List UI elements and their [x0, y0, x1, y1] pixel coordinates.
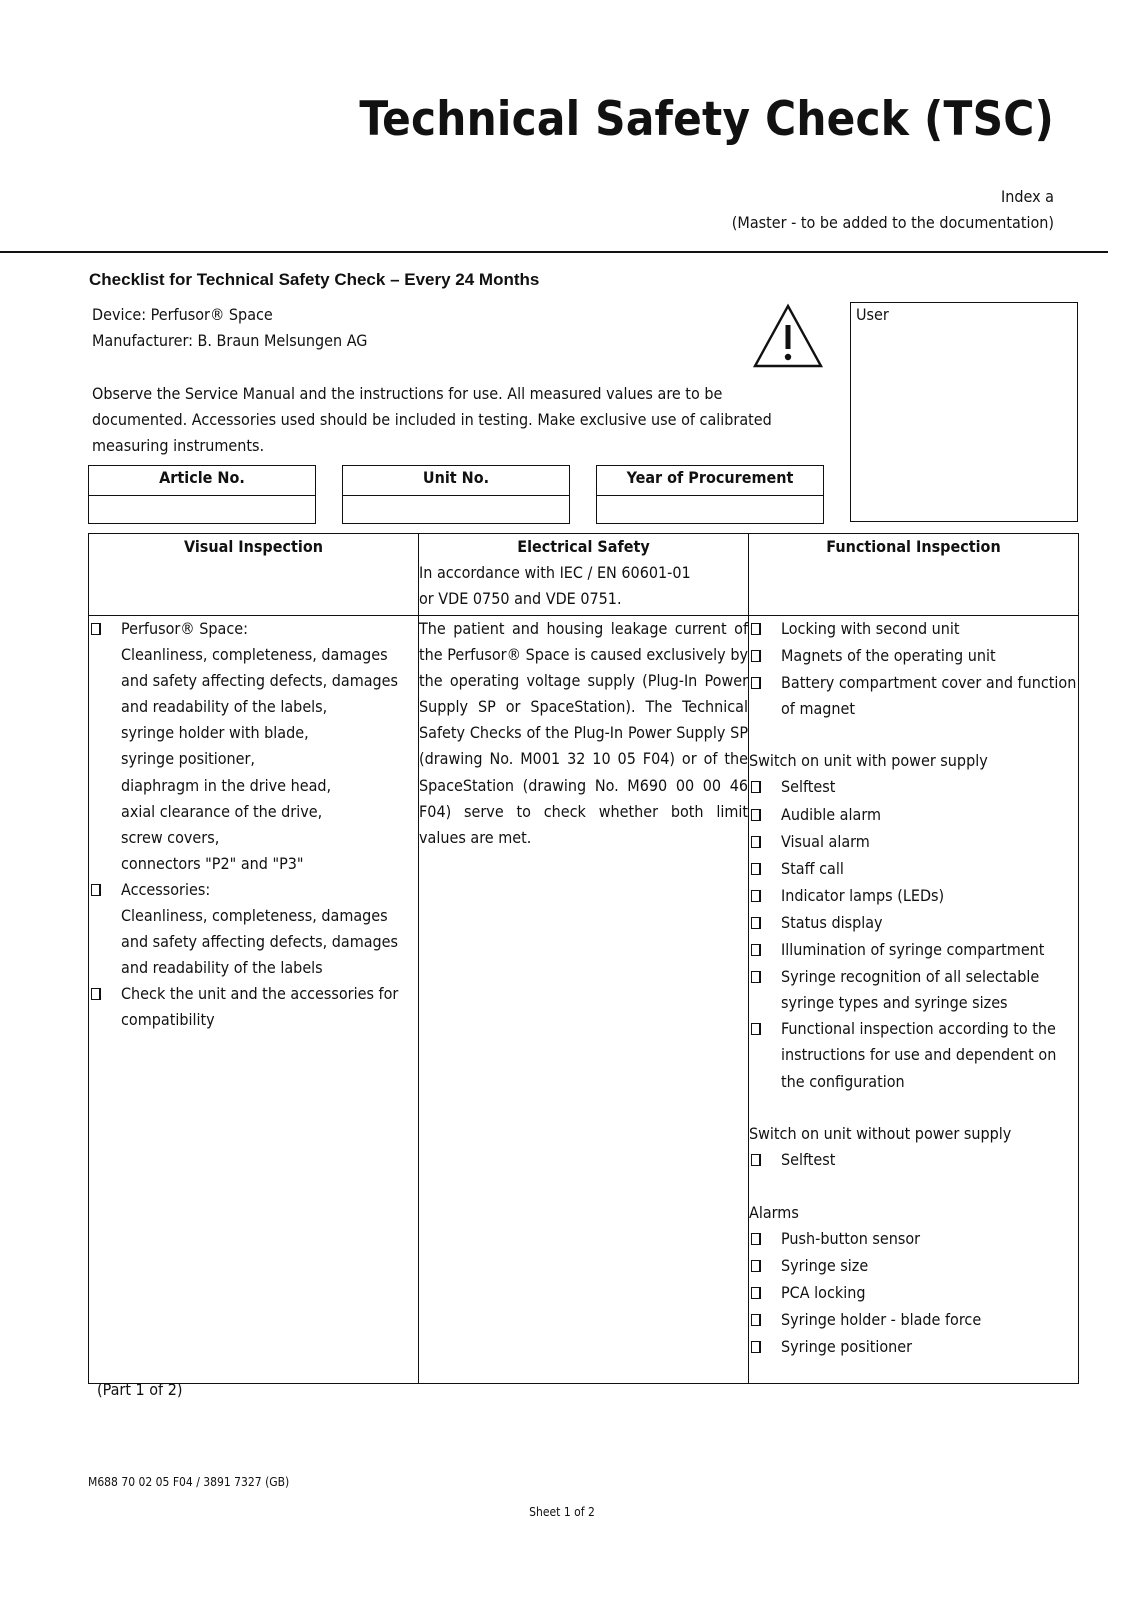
check-item-label: PCA locking — [781, 1283, 866, 1303]
visual-inspection-cell — [89, 616, 419, 1384]
document-code: M688 70 02 05 F04 / 3891 7327 (GB) — [88, 1475, 290, 1489]
instructions-text: Observe the Service Manual and the instructions for use. All measured values are to be documented. Accessories used should be included in testing. Make exclusive use of calibrated measuring instruments. — [92, 384, 772, 455]
checkbox[interactable] — [749, 937, 781, 964]
check-item-label: Syringe holder - blade force — [781, 1310, 982, 1330]
check-item — [749, 937, 1078, 964]
check-item — [89, 877, 418, 981]
header-divider — [0, 251, 1108, 253]
electrical-standard-line-2: or VDE 0750 and VDE 0751. — [419, 589, 622, 609]
check-item-label: Status display — [781, 912, 883, 932]
checkbox[interactable] — [749, 643, 781, 670]
checkbox[interactable] — [749, 1253, 781, 1280]
checkbox[interactable] — [749, 829, 781, 856]
check-item-line: Cleanliness, completeness, damages — [121, 645, 388, 665]
check-item-line: and readability of the labels — [121, 958, 323, 978]
checkbox[interactable] — [749, 802, 781, 829]
check-item — [749, 964, 1078, 1016]
index-note — [732, 184, 1054, 236]
check-item-line: Perfusor® Space: — [121, 619, 248, 638]
year-label: Year of Procurement — [597, 466, 823, 496]
check-item — [749, 1253, 1078, 1280]
user-label: User — [856, 305, 889, 324]
check-item-label: Visual alarm — [781, 831, 870, 851]
electrical-standard-line-1: In accordance with IEC / EN 60601-01 — [419, 563, 691, 583]
check-item — [749, 883, 1078, 910]
check-item-label: Syringe positioner — [781, 1337, 913, 1357]
check-item — [749, 802, 1078, 829]
check-item — [749, 643, 1078, 670]
check-item-label: Illumination of syringe compartment — [781, 940, 1045, 960]
user-field[interactable] — [850, 302, 1078, 522]
check-item-line: Cleanliness, completeness, damages — [121, 906, 388, 926]
check-item — [749, 774, 1078, 801]
section-label: Switch on unit without power supply — [749, 1123, 1012, 1143]
article-no-box — [88, 465, 316, 524]
check-item — [749, 1280, 1078, 1307]
checkbox[interactable] — [749, 883, 781, 910]
functional-header-cell — [749, 534, 1079, 616]
check-item-line: Check the unit and the accessories for — [121, 984, 399, 1004]
check-item-label: Syringe recognition of all selectable syringe types and syringe sizes — [781, 967, 1040, 1013]
checkbox[interactable] — [89, 616, 121, 643]
checklist-table — [88, 533, 1079, 1384]
warning-icon — [752, 303, 824, 369]
check-item-label: Battery compartment cover and function of magnet — [781, 673, 1077, 719]
article-no-label: Article No. — [89, 466, 315, 496]
visual-header-cell — [89, 534, 419, 616]
check-item — [749, 1226, 1078, 1253]
check-item-line: and safety affecting defects, damages — [121, 671, 399, 691]
check-item — [749, 1147, 1078, 1174]
device-line: Device: Perfusor® Space — [92, 305, 273, 324]
year-box — [596, 465, 824, 524]
check-item-line: diaphragm in the drive head, — [121, 775, 332, 795]
unit-no-label: Unit No. — [343, 466, 569, 496]
functional-inspection-cell — [749, 616, 1079, 1384]
check-item-label: Indicator lamps (LEDs) — [781, 885, 945, 905]
check-item-label: Audible alarm — [781, 804, 881, 824]
check-item-line: and readability of the labels, — [121, 697, 328, 717]
check-item-label: Functional inspection according to the instructions for use and dependent on the configuration — [781, 1019, 1057, 1091]
checkbox[interactable] — [89, 877, 121, 904]
checkbox[interactable] — [749, 964, 781, 991]
index-label: Index a — [1001, 187, 1054, 206]
check-item-label: Locking with second unit — [781, 619, 960, 638]
electrical-safety-text: The patient and housing leakage current of the Perfusor® Space is caused exclusively by the operating voltage supply (Plug-In Power Supply SP or SpaceStation). The Technical Safety Checks of the Plug-In Power Supply SP (drawing No. M001 32 10 05 F04) or of the SpaceStation (drawing No. M690 00 00 46 F04) serve to check whether both limit values are met. — [419, 619, 748, 847]
electrical-safety-cell — [419, 616, 749, 1384]
check-item — [89, 616, 418, 877]
check-item-line: syringe positioner, — [121, 749, 255, 769]
check-item — [749, 1334, 1078, 1361]
part-note: (Part 1 of 2) — [97, 1380, 183, 1399]
check-item-line: axial clearance of the drive, — [121, 801, 323, 821]
functional-inspection-header: Functional Inspection — [826, 537, 1001, 556]
electrical-header-cell — [419, 534, 749, 616]
electrical-safety-header: Electrical Safety — [517, 537, 650, 556]
check-item-line: compatibility — [121, 1010, 215, 1030]
check-item-label: Magnets of the operating unit — [781, 646, 996, 666]
check-item — [749, 829, 1078, 856]
unit-no-box — [342, 465, 570, 524]
sheet-number: Sheet 1 of 2 — [529, 1505, 595, 1519]
checkbox[interactable] — [749, 910, 781, 937]
checkbox[interactable] — [749, 670, 781, 697]
check-item-label: Staff call — [781, 858, 844, 878]
check-item — [749, 1016, 1078, 1094]
checkbox[interactable] — [749, 1334, 781, 1361]
checkbox[interactable] — [749, 1280, 781, 1307]
checkbox[interactable] — [749, 1147, 781, 1174]
checkbox[interactable] — [749, 774, 781, 801]
check-item-label: Syringe size — [781, 1255, 869, 1275]
checkbox[interactable] — [749, 856, 781, 883]
check-item-line: connectors "P2" and "P3" — [121, 853, 304, 873]
page-title: Technical Safety Check (TSC) — [359, 92, 1054, 147]
section-label: Switch on unit with power supply — [749, 751, 988, 771]
checkbox[interactable] — [89, 981, 121, 1008]
checkbox[interactable] — [749, 1226, 781, 1253]
check-item — [749, 670, 1078, 722]
checkbox[interactable] — [749, 616, 781, 643]
device-info — [92, 302, 367, 354]
check-item-line: screw covers, — [121, 827, 220, 847]
section-label: Alarms — [749, 1202, 799, 1222]
check-item-label: Selftest — [781, 1149, 836, 1169]
check-item — [89, 981, 418, 1033]
check-item-label: Push-button sensor — [781, 1228, 921, 1248]
checkbox[interactable] — [749, 1016, 781, 1043]
master-note: (Master - to be added to the documentation) — [731, 213, 1054, 232]
check-item — [749, 910, 1078, 937]
check-item — [749, 1307, 1078, 1334]
visual-inspection-header: Visual Inspection — [184, 537, 323, 556]
check-item — [749, 856, 1078, 883]
check-item-line: syringe holder with blade, — [121, 723, 309, 743]
check-item — [749, 616, 1078, 643]
checklist-heading: Checklist for Technical Safety Check – Every 24 Months — [89, 270, 540, 289]
manufacturer-line: Manufacturer: B. Braun Melsungen AG — [92, 331, 368, 350]
check-item-line: Accessories: — [121, 879, 211, 899]
checkbox[interactable] — [749, 1307, 781, 1334]
check-item-label: Selftest — [781, 777, 836, 797]
check-item-line: and safety affecting defects, damages — [121, 932, 399, 952]
